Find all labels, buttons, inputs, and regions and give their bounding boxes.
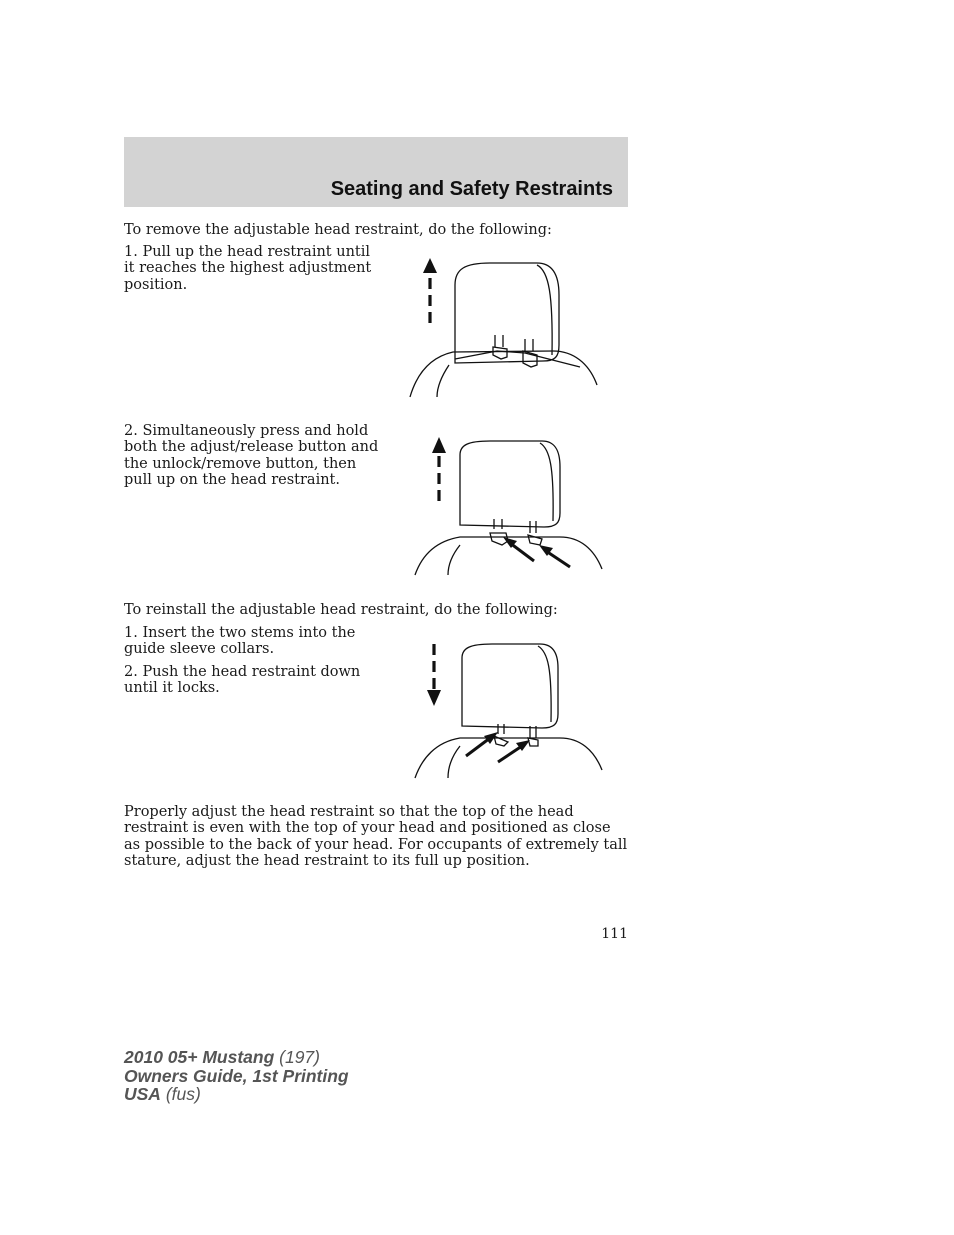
remove-step-2: 2. Simultaneously press and hold both the adjust/release button and the unlock/remove button, then pull up on the head restraint. <box>124 423 379 489</box>
reinstall-step-1: 1. Insert the two stems into the guide sleeve collars. <box>124 625 356 658</box>
head-restraint-outline <box>455 263 559 363</box>
footer-guide: Owners Guide, 1st Printing <box>124 1065 349 1086</box>
press-arrow-icon <box>539 545 570 567</box>
footer-model-code: (197) <box>274 1047 320 1067</box>
down-arrow-icon <box>427 644 441 706</box>
seatback-outline <box>415 738 602 778</box>
reinstall-step-2: 2. Push the head restraint down until it locks. <box>124 664 361 697</box>
publication-footer <box>124 1048 349 1104</box>
head-restraint-push-down-illustration <box>410 638 610 780</box>
head-restraint-outline <box>460 441 560 527</box>
footer-market: USA <box>124 1084 161 1104</box>
up-arrow-icon <box>423 258 437 323</box>
remove-intro: To remove the adjustable head restraint, do the following: <box>124 222 552 238</box>
section-title: Seating and Safety Restraints <box>330 178 613 200</box>
footer-market-code: (fus) <box>160 1084 201 1104</box>
footer-model: 2010 05+ Mustang <box>124 1047 275 1067</box>
head-restraint-outline <box>462 644 558 728</box>
insert-arrow-icon <box>498 740 530 762</box>
reinstall-intro: To reinstall the adjustable head restraint, do the following: <box>124 602 558 618</box>
section-header-band <box>124 137 628 207</box>
adjustment-advice: Properly adjust the head restraint so that the top of the head restraint is even with the top of your head and positioned as close as possible to the back of your head. For occupants of extremely tall stature, adjust the head restraint to its full up position. <box>124 804 628 870</box>
head-restraint-pull-up-illustration <box>405 255 605 400</box>
remove-step-1: 1. Pull up the head restraint until it reaches the highest adjustment position. <box>124 244 372 293</box>
insert-arrow-icon <box>466 732 498 756</box>
page-number: 111 <box>601 926 628 942</box>
head-restraint-press-buttons-illustration <box>410 433 610 578</box>
up-arrow-icon <box>432 437 446 501</box>
